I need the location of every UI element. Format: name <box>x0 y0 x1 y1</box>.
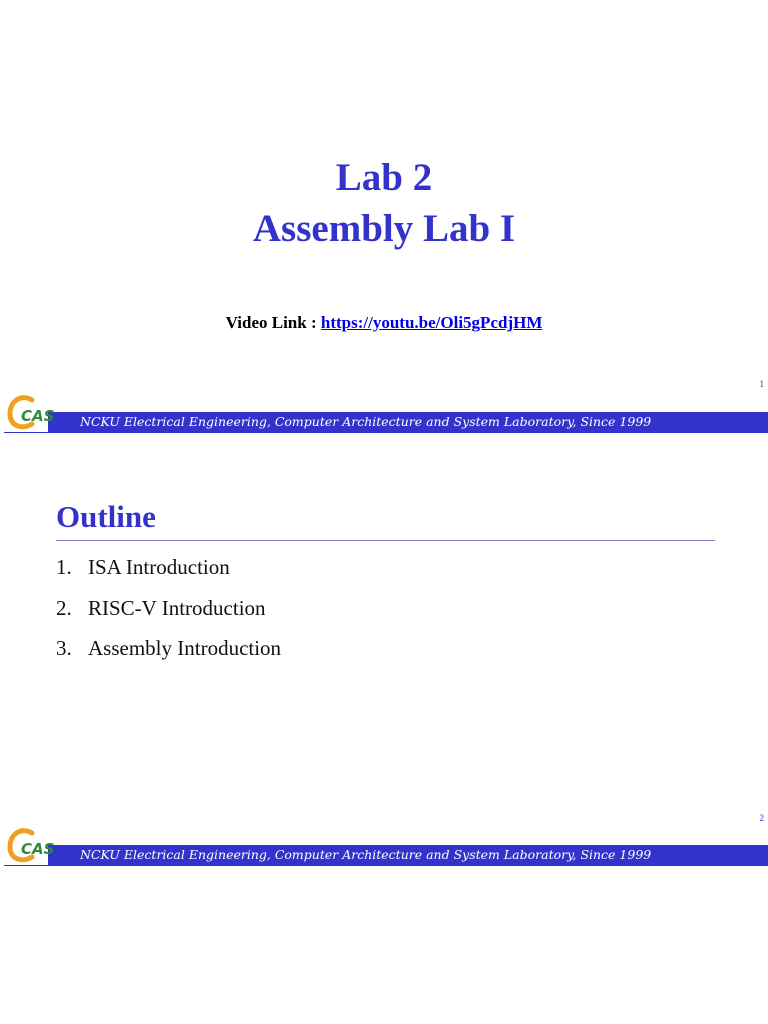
outline-title: Outline <box>56 499 156 534</box>
outline-list <box>56 552 281 674</box>
svg-text:CAS: CAS <box>21 407 55 425</box>
slide-2 <box>0 433 768 867</box>
footer-bar <box>0 840 768 865</box>
page-number: 1 <box>759 379 764 389</box>
slide-title <box>0 152 768 254</box>
cas-logo-icon <box>6 392 55 432</box>
svg-text:CAS: CAS <box>21 840 55 858</box>
footer-text: NCKU Electrical Engineering, Computer Architecture and System Laboratory, Since 1999 <box>80 847 652 862</box>
list-item: 3. Assembly Introduction <box>56 636 282 660</box>
page-number: 2 <box>759 813 764 823</box>
title-line-1: Lab 2 <box>335 156 433 199</box>
video-link-label: Video Link : <box>225 313 321 332</box>
title-line-2: Assembly Lab I <box>252 207 516 250</box>
slide-1 <box>0 0 768 434</box>
title-divider <box>56 540 715 541</box>
list-item: 1. ISA Introduction <box>56 555 230 579</box>
footer-text: NCKU Electrical Engineering, Computer Architecture and System Laboratory, Since 1999 <box>80 414 652 429</box>
video-link[interactable]: https://youtu.be/Oli5gPcdjHM <box>320 313 543 332</box>
cas-logo-icon <box>6 825 55 865</box>
list-item: 2. RISC-V Introduction <box>56 595 266 620</box>
video-link-line <box>0 313 768 333</box>
footer-bar <box>0 407 768 432</box>
